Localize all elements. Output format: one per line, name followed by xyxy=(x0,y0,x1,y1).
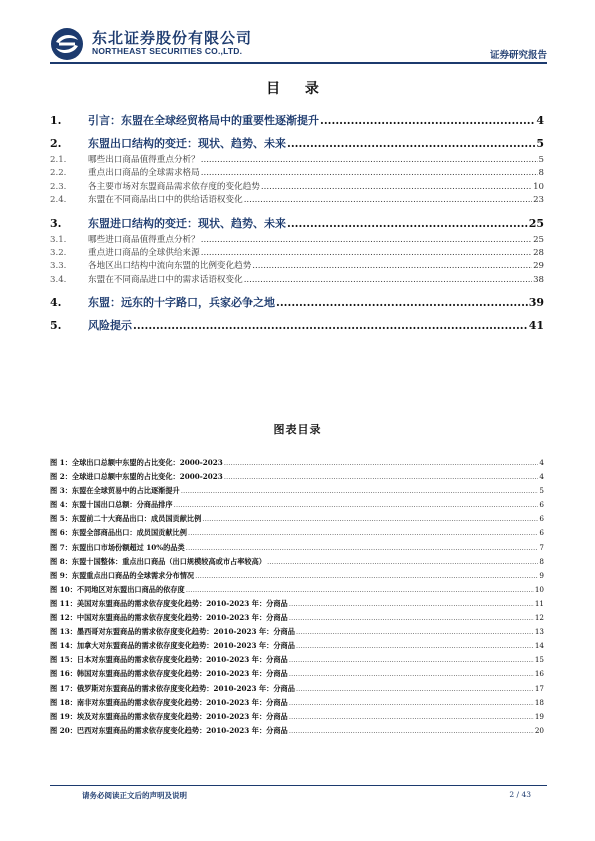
toc-leader-dots xyxy=(287,137,535,150)
figure-title: 全球出口总额中东盟的占比变化：2000-2023 xyxy=(71,458,223,467)
figure-page: 17 xyxy=(534,683,544,693)
figure-list-entry[interactable] xyxy=(50,599,544,613)
figure-page: 8 xyxy=(539,556,544,566)
toc-entry-title: 风险提示 xyxy=(88,319,132,333)
figure-number: 图 20： xyxy=(50,725,77,735)
toc-leader-dots xyxy=(133,319,528,332)
figure-leader-dots xyxy=(289,669,534,678)
toc-leader-dots xyxy=(244,275,532,285)
figure-title: 东盟前二十大商品出口：成员国贡献比例 xyxy=(71,514,202,524)
page-header xyxy=(0,0,595,70)
toc-subsection-entry[interactable] xyxy=(50,180,544,193)
figure-list-entry[interactable] xyxy=(50,712,544,726)
figure-page: 11 xyxy=(534,598,544,608)
toc-entry-page: 5 xyxy=(536,137,544,150)
figure-page: 13 xyxy=(534,627,544,637)
toc-entry-number: 5. xyxy=(50,319,62,333)
figure-leader-dots xyxy=(296,627,534,636)
figure-list-entry[interactable] xyxy=(50,571,544,585)
figure-list-entry[interactable] xyxy=(50,557,544,571)
figure-leader-dots xyxy=(181,486,539,495)
toc-entry-title: 东盟进口结构的变迁：现状、趋势、未来 xyxy=(88,216,286,230)
figure-title: 巴西对东盟商品的需求依存度变化趋势：2010-2023 年：分商品 xyxy=(76,725,288,735)
toc-leader-dots xyxy=(201,248,532,258)
figure-list-entry[interactable] xyxy=(50,655,544,669)
figure-list-entry[interactable] xyxy=(50,486,544,500)
figure-list-entry[interactable] xyxy=(50,585,544,599)
toc-entry-page: 41 xyxy=(528,319,544,333)
figure-page: 14 xyxy=(534,641,544,651)
toc-leader-dots xyxy=(201,155,538,165)
figure-number: 图 9： xyxy=(50,570,72,580)
figure-number: 图 2： xyxy=(50,472,72,482)
figure-list-entry[interactable] xyxy=(50,726,544,740)
figure-number: 图 10： xyxy=(50,584,77,594)
figure-list-entry[interactable] xyxy=(50,543,544,557)
figure-number: 图 14： xyxy=(50,641,77,651)
toc-leader-dots xyxy=(201,168,538,178)
figure-page: 12 xyxy=(534,613,544,623)
company-name-cn: 东北证券股份有限公司 xyxy=(92,29,253,47)
footer-divider xyxy=(50,785,547,786)
toc-entry-title: 东盟在不同商品出口中的供给话语权变化 xyxy=(88,195,243,206)
toc-entry-page: 25 xyxy=(533,234,544,245)
figure-title: 东盟十国整体：重点出口商品（出口规模较高或市占率较高） xyxy=(71,556,266,566)
figure-number: 图 19： xyxy=(50,711,77,721)
figure-number: 图 18： xyxy=(50,697,77,707)
figure-page: 16 xyxy=(534,669,544,679)
figure-page: 15 xyxy=(534,655,544,665)
figure-list-entry[interactable] xyxy=(50,641,544,655)
toc-subsection-entry[interactable] xyxy=(50,246,544,259)
figure-number: 图 7： xyxy=(50,542,72,552)
figure-title: 埃及对东盟商品的需求依存度变化趋势：2010-2023 年：分商品 xyxy=(76,711,288,721)
toc-subsection-entry[interactable] xyxy=(50,153,544,166)
figure-list-entry[interactable] xyxy=(50,669,544,683)
figure-list-entry[interactable] xyxy=(50,528,544,542)
toc-subsection-entry[interactable] xyxy=(50,233,544,246)
figure-list-entry[interactable] xyxy=(50,613,544,627)
figure-leader-dots xyxy=(296,684,534,693)
toc-entry-number: 3. xyxy=(50,216,62,230)
toc-entry-number: 1. xyxy=(50,114,62,127)
toc-entry-title: 东盟在不同商品进口中的需求话语权变化 xyxy=(88,274,243,285)
toc-entry-page: 4 xyxy=(536,114,544,127)
toc-entry-title: 东盟出口结构的变迁：现状、趋势、未来 xyxy=(88,137,286,150)
figure-page: 7 xyxy=(539,542,544,552)
toc-entry-page: 8 xyxy=(538,168,544,179)
page-indicator: 2 / 43 xyxy=(509,790,531,799)
figure-title: 墨西哥对东盟商品的需求依存度变化趋势：2010-2023 年：分商品 xyxy=(76,627,295,637)
figure-number: 图 12： xyxy=(50,613,77,623)
toc-leader-dots xyxy=(276,296,528,309)
figure-leader-dots xyxy=(289,712,534,721)
toc-entry-page: 39 xyxy=(528,296,544,310)
figure-leader-dots xyxy=(224,472,539,481)
toc-leader-dots xyxy=(201,235,532,245)
toc-entry-page: 5 xyxy=(538,155,544,165)
figure-page: 19 xyxy=(534,711,544,721)
figure-number: 图 6： xyxy=(50,528,72,538)
figure-list xyxy=(50,458,544,740)
toc-section-entry[interactable] xyxy=(50,135,544,150)
figure-list-entry[interactable] xyxy=(50,514,544,528)
figure-title: 南非对东盟商品的需求依存度变化趋势：2010-2023 年：分商品 xyxy=(76,697,288,707)
table-of-contents xyxy=(50,100,544,332)
toc-section-entry[interactable] xyxy=(50,112,544,127)
figure-title: 日本对东盟商品的需求依存度变化趋势：2010-2023 年：分商品 xyxy=(76,655,288,665)
toc-entry-number: 3.3. xyxy=(50,261,67,272)
figure-leader-dots xyxy=(188,528,539,537)
toc-entry-title: 东盟：远东的十字路口，兵家必争之地 xyxy=(88,296,275,310)
figure-leader-dots xyxy=(289,655,534,664)
figure-page: 9 xyxy=(539,570,544,580)
toc-section-entry[interactable] xyxy=(50,294,544,309)
figure-leader-dots xyxy=(186,585,534,594)
toc-entry-page: 28 xyxy=(533,247,544,258)
toc-entry-number: 2. xyxy=(50,137,62,150)
toc-entry-page: 38 xyxy=(533,274,544,285)
toc-section-entry[interactable] xyxy=(50,215,544,230)
toc-entry-title: 哪些进口商品值得重点分析？ xyxy=(88,234,200,245)
figure-number: 图 15： xyxy=(50,655,77,665)
figure-page: 6 xyxy=(539,514,544,524)
figure-title: 东盟十国出口总额：分商品排序 xyxy=(71,500,173,510)
toc-subsection-entry[interactable] xyxy=(50,193,544,206)
figure-title: 东盟在全球贸易中的占比逐渐提升 xyxy=(71,486,180,496)
toc-subsection-entry[interactable] xyxy=(50,273,544,286)
figure-list-entry[interactable] xyxy=(50,472,544,486)
figure-leader-dots xyxy=(289,726,534,735)
footer-disclaimer: 请务必阅读正文后的声明及说明 xyxy=(82,791,187,800)
northeast-securities-logo-icon xyxy=(50,27,84,61)
figure-list-entry[interactable] xyxy=(50,698,544,712)
figure-page: 20 xyxy=(534,725,544,735)
figure-title: 美国对东盟商品的需求依存度变化趋势：2010-2023 年：分商品 xyxy=(76,598,288,608)
figure-leader-dots xyxy=(289,599,534,608)
figure-list-entry[interactable] xyxy=(50,627,544,641)
figure-leader-dots xyxy=(195,571,538,580)
report-type-tag: 证券研究报告 xyxy=(489,50,547,61)
figure-title: 加拿大对东盟商品的需求依存度变化趋势：2010-2023 年：分商品 xyxy=(76,641,295,651)
toc-entry-number: 2.1. xyxy=(50,155,67,165)
figure-leader-dots xyxy=(289,698,534,707)
figure-leader-dots xyxy=(224,458,539,467)
figure-title: 中国对东盟商品的需求依存度变化趋势：2010-2023 年：分商品 xyxy=(76,613,288,623)
figure-list-title: 图表目录 xyxy=(273,423,322,436)
toc-entry-title: 哪些出口商品值得重点分析？ xyxy=(88,155,200,165)
figure-page: 4 xyxy=(539,458,544,467)
figure-title: 韩国对东盟商品的需求依存度变化趋势：2010-2023 年：分商品 xyxy=(76,669,288,679)
figure-number: 图 8： xyxy=(50,556,72,566)
figure-title: 东盟出口市场份额超过 10%的品类 xyxy=(71,542,185,552)
toc-entry-number: 3.1. xyxy=(50,234,67,245)
figure-number: 图 11： xyxy=(50,598,77,608)
figure-page: 6 xyxy=(539,500,544,510)
toc-leader-dots xyxy=(244,195,532,205)
toc-title: 目 录 xyxy=(266,81,329,97)
toc-subsection-entry[interactable] xyxy=(50,259,544,272)
figure-page: 18 xyxy=(534,697,544,707)
toc-entry-title: 引言：东盟在全球经贸格局中的重要性逐渐提升 xyxy=(88,114,319,127)
toc-leader-dots xyxy=(320,114,535,127)
toc-entry-title: 重点进口商品的全球供给来源 xyxy=(88,247,200,258)
figure-page: 10 xyxy=(534,584,544,594)
figure-leader-dots xyxy=(267,557,538,566)
figure-list-entry[interactable] xyxy=(50,684,544,698)
figure-title: 俄罗斯对东盟商品的需求依存度变化趋势：2010-2023 年：分商品 xyxy=(76,683,295,693)
figure-title: 东盟重点出口商品的全球需求分布情况 xyxy=(71,570,195,580)
toc-leader-dots xyxy=(287,217,528,230)
figure-title: 东盟全部商品出口：成员国贡献比例 xyxy=(71,528,187,538)
company-name-en: NORTHEAST SECURITIES CO.,LTD. xyxy=(92,46,243,56)
figure-leader-dots xyxy=(174,500,539,509)
figure-title: 不同地区对东盟出口商品的依存度 xyxy=(76,584,185,594)
toc-section-entry[interactable] xyxy=(50,317,544,332)
figure-leader-dots xyxy=(289,613,534,622)
toc-entry-page: 10 xyxy=(533,181,544,192)
toc-entry-number: 2.2. xyxy=(50,168,67,179)
figure-leader-dots xyxy=(202,514,538,523)
figure-number: 图 17： xyxy=(50,683,77,693)
toc-entry-number: 4. xyxy=(50,296,62,310)
toc-entry-page: 29 xyxy=(533,261,544,272)
toc-leader-dots xyxy=(252,261,532,271)
toc-entry-title: 各主要市场对东盟商品需求依存度的变化趋势 xyxy=(88,181,260,192)
toc-leader-dots xyxy=(261,182,532,192)
figure-number: 图 3： xyxy=(50,486,72,496)
header-divider xyxy=(50,62,547,64)
toc-entry-page: 23 xyxy=(533,195,544,206)
toc-entry-title: 各地区出口结构中流向东盟的比例变化趋势 xyxy=(88,261,252,272)
toc-entry-number: 3.4. xyxy=(50,274,67,285)
figure-number: 图 16： xyxy=(50,669,77,679)
figure-page: 5 xyxy=(539,486,544,496)
figure-list-entry[interactable] xyxy=(50,500,544,514)
figure-number: 图 5： xyxy=(50,514,72,524)
toc-entry-number: 3.2. xyxy=(50,247,67,258)
figure-list-entry[interactable] xyxy=(50,458,544,472)
figure-page: 4 xyxy=(539,472,544,482)
figure-title: 全球进口总额中东盟的占比变化：2000-2023 xyxy=(71,472,223,482)
figure-leader-dots xyxy=(186,543,539,552)
toc-entry-page: 25 xyxy=(528,216,544,230)
toc-entry-number: 2.3. xyxy=(50,181,67,192)
toc-subsection-entry[interactable] xyxy=(50,166,544,179)
figure-leader-dots xyxy=(296,641,534,650)
figure-number: 图 4： xyxy=(50,500,72,510)
figure-number: 图 1： xyxy=(50,458,72,467)
figure-number: 图 13： xyxy=(50,627,77,637)
toc-entry-title: 重点出口商品的全球需求格局 xyxy=(88,168,200,179)
figure-page: 6 xyxy=(539,528,544,538)
toc-entry-number: 2.4. xyxy=(50,195,67,206)
